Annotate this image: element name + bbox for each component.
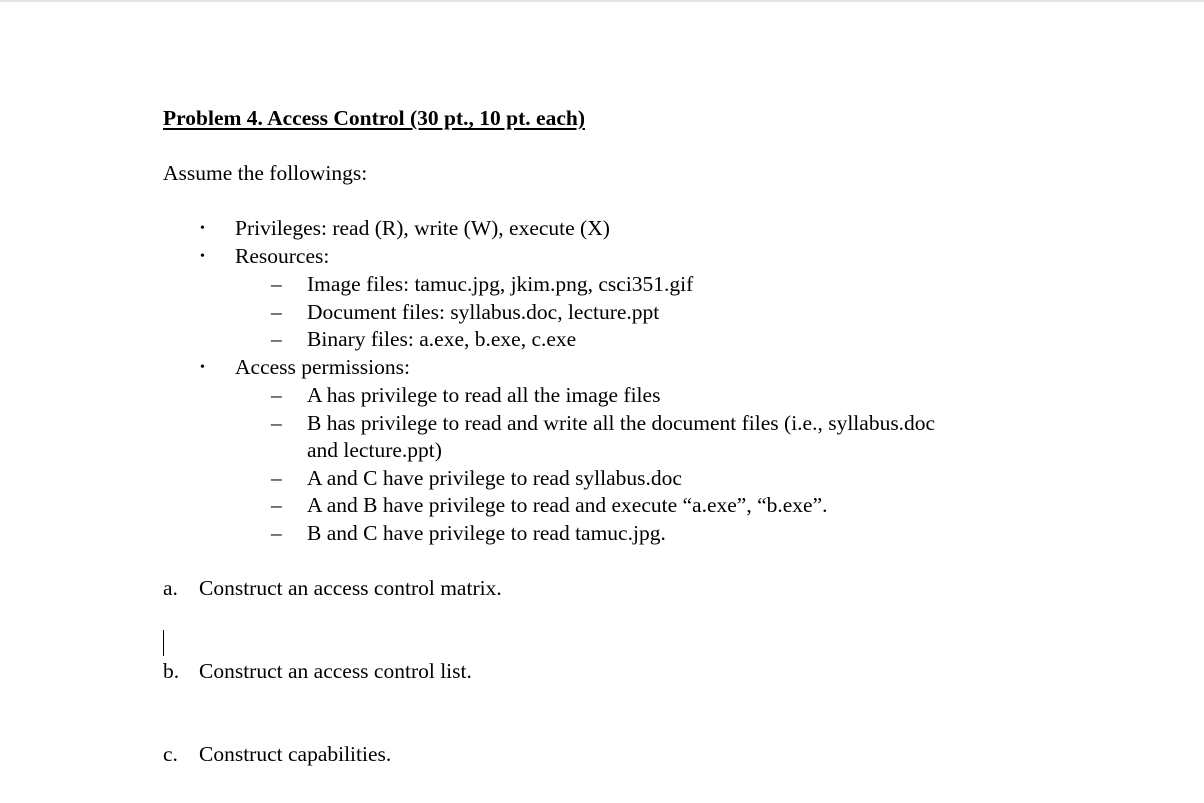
task-b-text: Construct an access control list. [199, 659, 472, 683]
resource-item-image: Image files: tamuc.jpg, jkim.png, csci351.gif [307, 272, 694, 296]
dash-marker: – [271, 521, 282, 545]
permission-item-bc-tamuc: B and C have privilege to read tamuc.jpg. [307, 521, 666, 545]
text-cursor [163, 630, 164, 656]
permission-item-b-documents: B has privilege to read and write all the document files (i.e., syllabus.doc [307, 411, 936, 435]
dash-marker: – [271, 327, 282, 351]
problem-title: Problem 4. Access Control (30 pt., 10 pt. each) [163, 106, 585, 130]
bullet-marker: • [200, 221, 205, 236]
dash-marker: – [271, 272, 282, 296]
dash-marker: – [271, 300, 282, 324]
permissions-label: Access permissions: [235, 355, 410, 379]
task-a-text: Construct an access control matrix. [199, 576, 502, 600]
bullet-marker: • [200, 249, 205, 264]
privileges-text: Privileges: read (R), write (W), execute (X) [235, 216, 610, 240]
dash-marker: – [271, 466, 282, 490]
resources-label: Resources: [235, 244, 330, 268]
permission-item-b-documents-cont: and lecture.ppt) [307, 438, 442, 462]
task-b-marker: b. [163, 659, 180, 683]
task-a-marker: a. [163, 576, 178, 600]
permission-item-ac-syllabus: A and C have privilege to read syllabus.doc [307, 466, 682, 490]
intro-text: Assume the followings: [163, 161, 368, 185]
task-c-text: Construct capabilities. [199, 742, 392, 766]
resource-item-binary: Binary files: a.exe, b.exe, c.exe [307, 327, 577, 351]
task-c-marker: c. [163, 742, 178, 766]
permission-item-ab-exe: A and B have privilege to read and execute “a.exe”, “b.exe”. [307, 493, 828, 517]
bullet-marker: • [200, 360, 205, 375]
dash-marker: – [271, 411, 282, 435]
permission-item-a-images: A has privilege to read all the image files [307, 383, 661, 407]
resource-item-document: Document files: syllabus.doc, lecture.ppt [307, 300, 660, 324]
dash-marker: – [271, 383, 282, 407]
dash-marker: – [271, 493, 282, 517]
